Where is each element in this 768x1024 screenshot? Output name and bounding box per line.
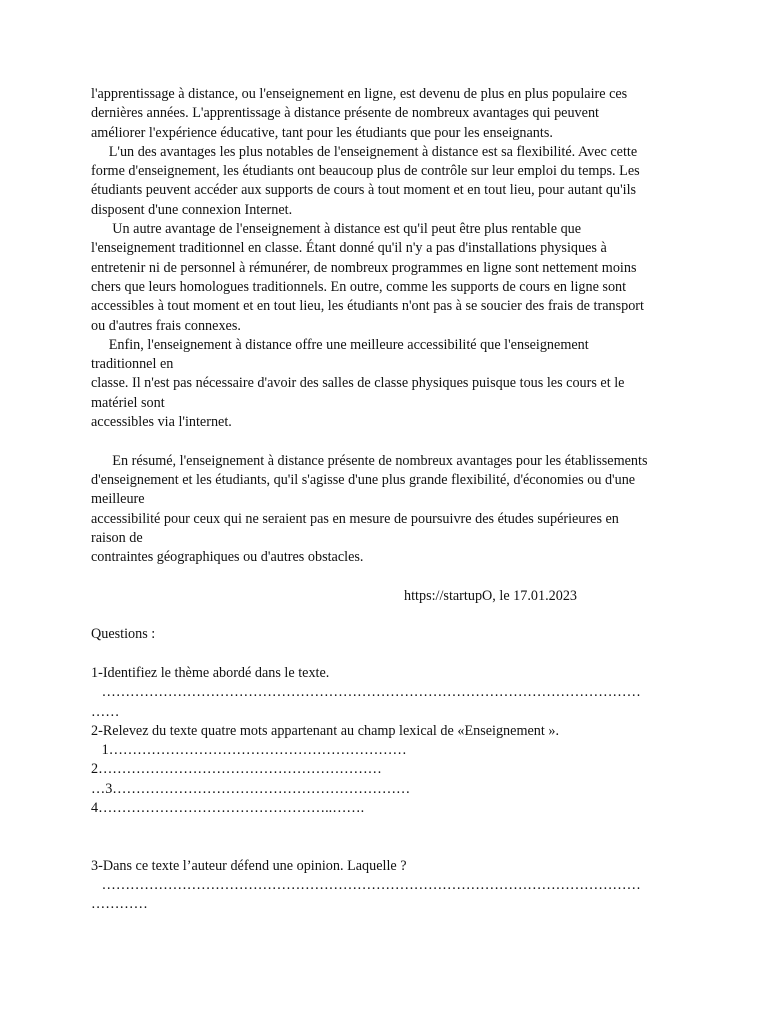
source-citation: https://startupO, le 17.01.2023 (404, 587, 578, 604)
text-line: d'enseignement et les étudiants, qu'il s'agisse d'une plus grande flexibilité, d'économies ou d'une (91, 471, 636, 488)
answer-line: 4…………………………………………..……. (91, 799, 365, 816)
question-2 (91, 722, 707, 818)
answer-line: …………………………………………………………………………………………………… (91, 684, 641, 701)
text-line: entretenir ni de personnel à rémunérer, de nombreux programmes en ligne sont nettement moins (91, 259, 637, 276)
text-line: améliorer l'expérience éducative, tant pour les étudiants que pour les enseignants. (91, 124, 553, 141)
answer-line: …… (91, 703, 120, 720)
paragraph-accessibility (91, 336, 707, 432)
blank-line (91, 645, 707, 664)
answer-line: …3……………………………………………………… (91, 780, 411, 797)
question-1 (91, 664, 707, 722)
document-page (91, 85, 707, 915)
paragraph-summary (91, 452, 707, 568)
answer-line: 2…………………………………………………… (91, 761, 382, 778)
question-prompt: 2-Relevez du texte quatre mots appartenant au champ lexical de «Enseignement ». (91, 722, 560, 739)
text-line: classe. Il n'est pas nécessaire d'avoir des salles de classe physiques puisque tous les cours et le (91, 375, 625, 392)
answer-line: ………… (91, 896, 148, 913)
text-line: Enfin, l'enseignement à distance offre une meilleure accessibilité que l'enseignement (91, 336, 589, 353)
text-line: ou d'autres frais connexes. (91, 317, 241, 334)
question-3 (91, 857, 707, 915)
text-line: contraintes géographiques ou d'autres obstacles. (91, 549, 364, 566)
text-line: accessibles via l'internet. (91, 414, 232, 431)
text-line: accessibles à tout moment et en tout lieu, les étudiants n'ont pas à se soucier des frais de transport (91, 298, 644, 315)
answer-line: 1……………………………………………………… (91, 742, 407, 759)
paragraph-cost (91, 220, 707, 336)
blank-line (91, 606, 707, 625)
paragraph-intro (91, 85, 707, 143)
text-line: accessibilité pour ceux qui ne seraient pas en mesure de poursuivre des études supérieures en (91, 510, 619, 527)
text-line: L'un des avantages les plus notables de l'enseignement à distance est sa flexibilité. Avec cette (91, 143, 638, 160)
questions-heading: Questions : (91, 626, 156, 643)
blank-line (91, 818, 707, 837)
answer-line: …………………………………………………………………………………………………… (91, 877, 641, 894)
text-line: l'enseignement traditionnel en classe. Étant donné qu'il n'y a pas d'installations physiques à (91, 240, 607, 257)
blank-line (91, 432, 707, 451)
question-prompt: 3-Dans ce texte l’auteur défend une opinion. Laquelle ? (91, 857, 407, 874)
text-line: matériel sont (91, 394, 165, 411)
blank-line (91, 567, 707, 586)
paragraph-flexibility (91, 143, 707, 220)
blank-line (91, 838, 707, 857)
text-line: meilleure (91, 491, 145, 508)
text-line: chers que leurs homologues traditionnels. En outre, comme les supports de cours en ligne sont (91, 278, 627, 295)
text-line: dernières années. L'apprentissage à distance présente de nombreux avantages qui peuvent (91, 105, 599, 122)
text-line: disposent d'une connexion Internet. (91, 201, 293, 218)
text-line: forme d'enseignement, les étudiants ont beaucoup plus de contrôle sur leur emploi du temps. Les (91, 163, 640, 180)
text-line: étudiants peuvent accéder aux supports de cours à tout moment et en tout lieu, pour autant qu'ils (91, 182, 637, 199)
text-line: raison de (91, 529, 143, 546)
question-prompt: 1-Identifiez le thème abordé dans le texte. (91, 664, 330, 681)
text-line: En résumé, l'enseignement à distance présente de nombreux avantages pour les établissements (91, 452, 648, 469)
text-line: l'apprentissage à distance, ou l'enseignement en ligne, est devenu de plus en plus populaire ces (91, 86, 628, 102)
text-line: Un autre avantage de l'enseignement à distance est qu'il peut être plus rentable que (91, 221, 582, 238)
text-line: traditionnel en (91, 356, 174, 373)
